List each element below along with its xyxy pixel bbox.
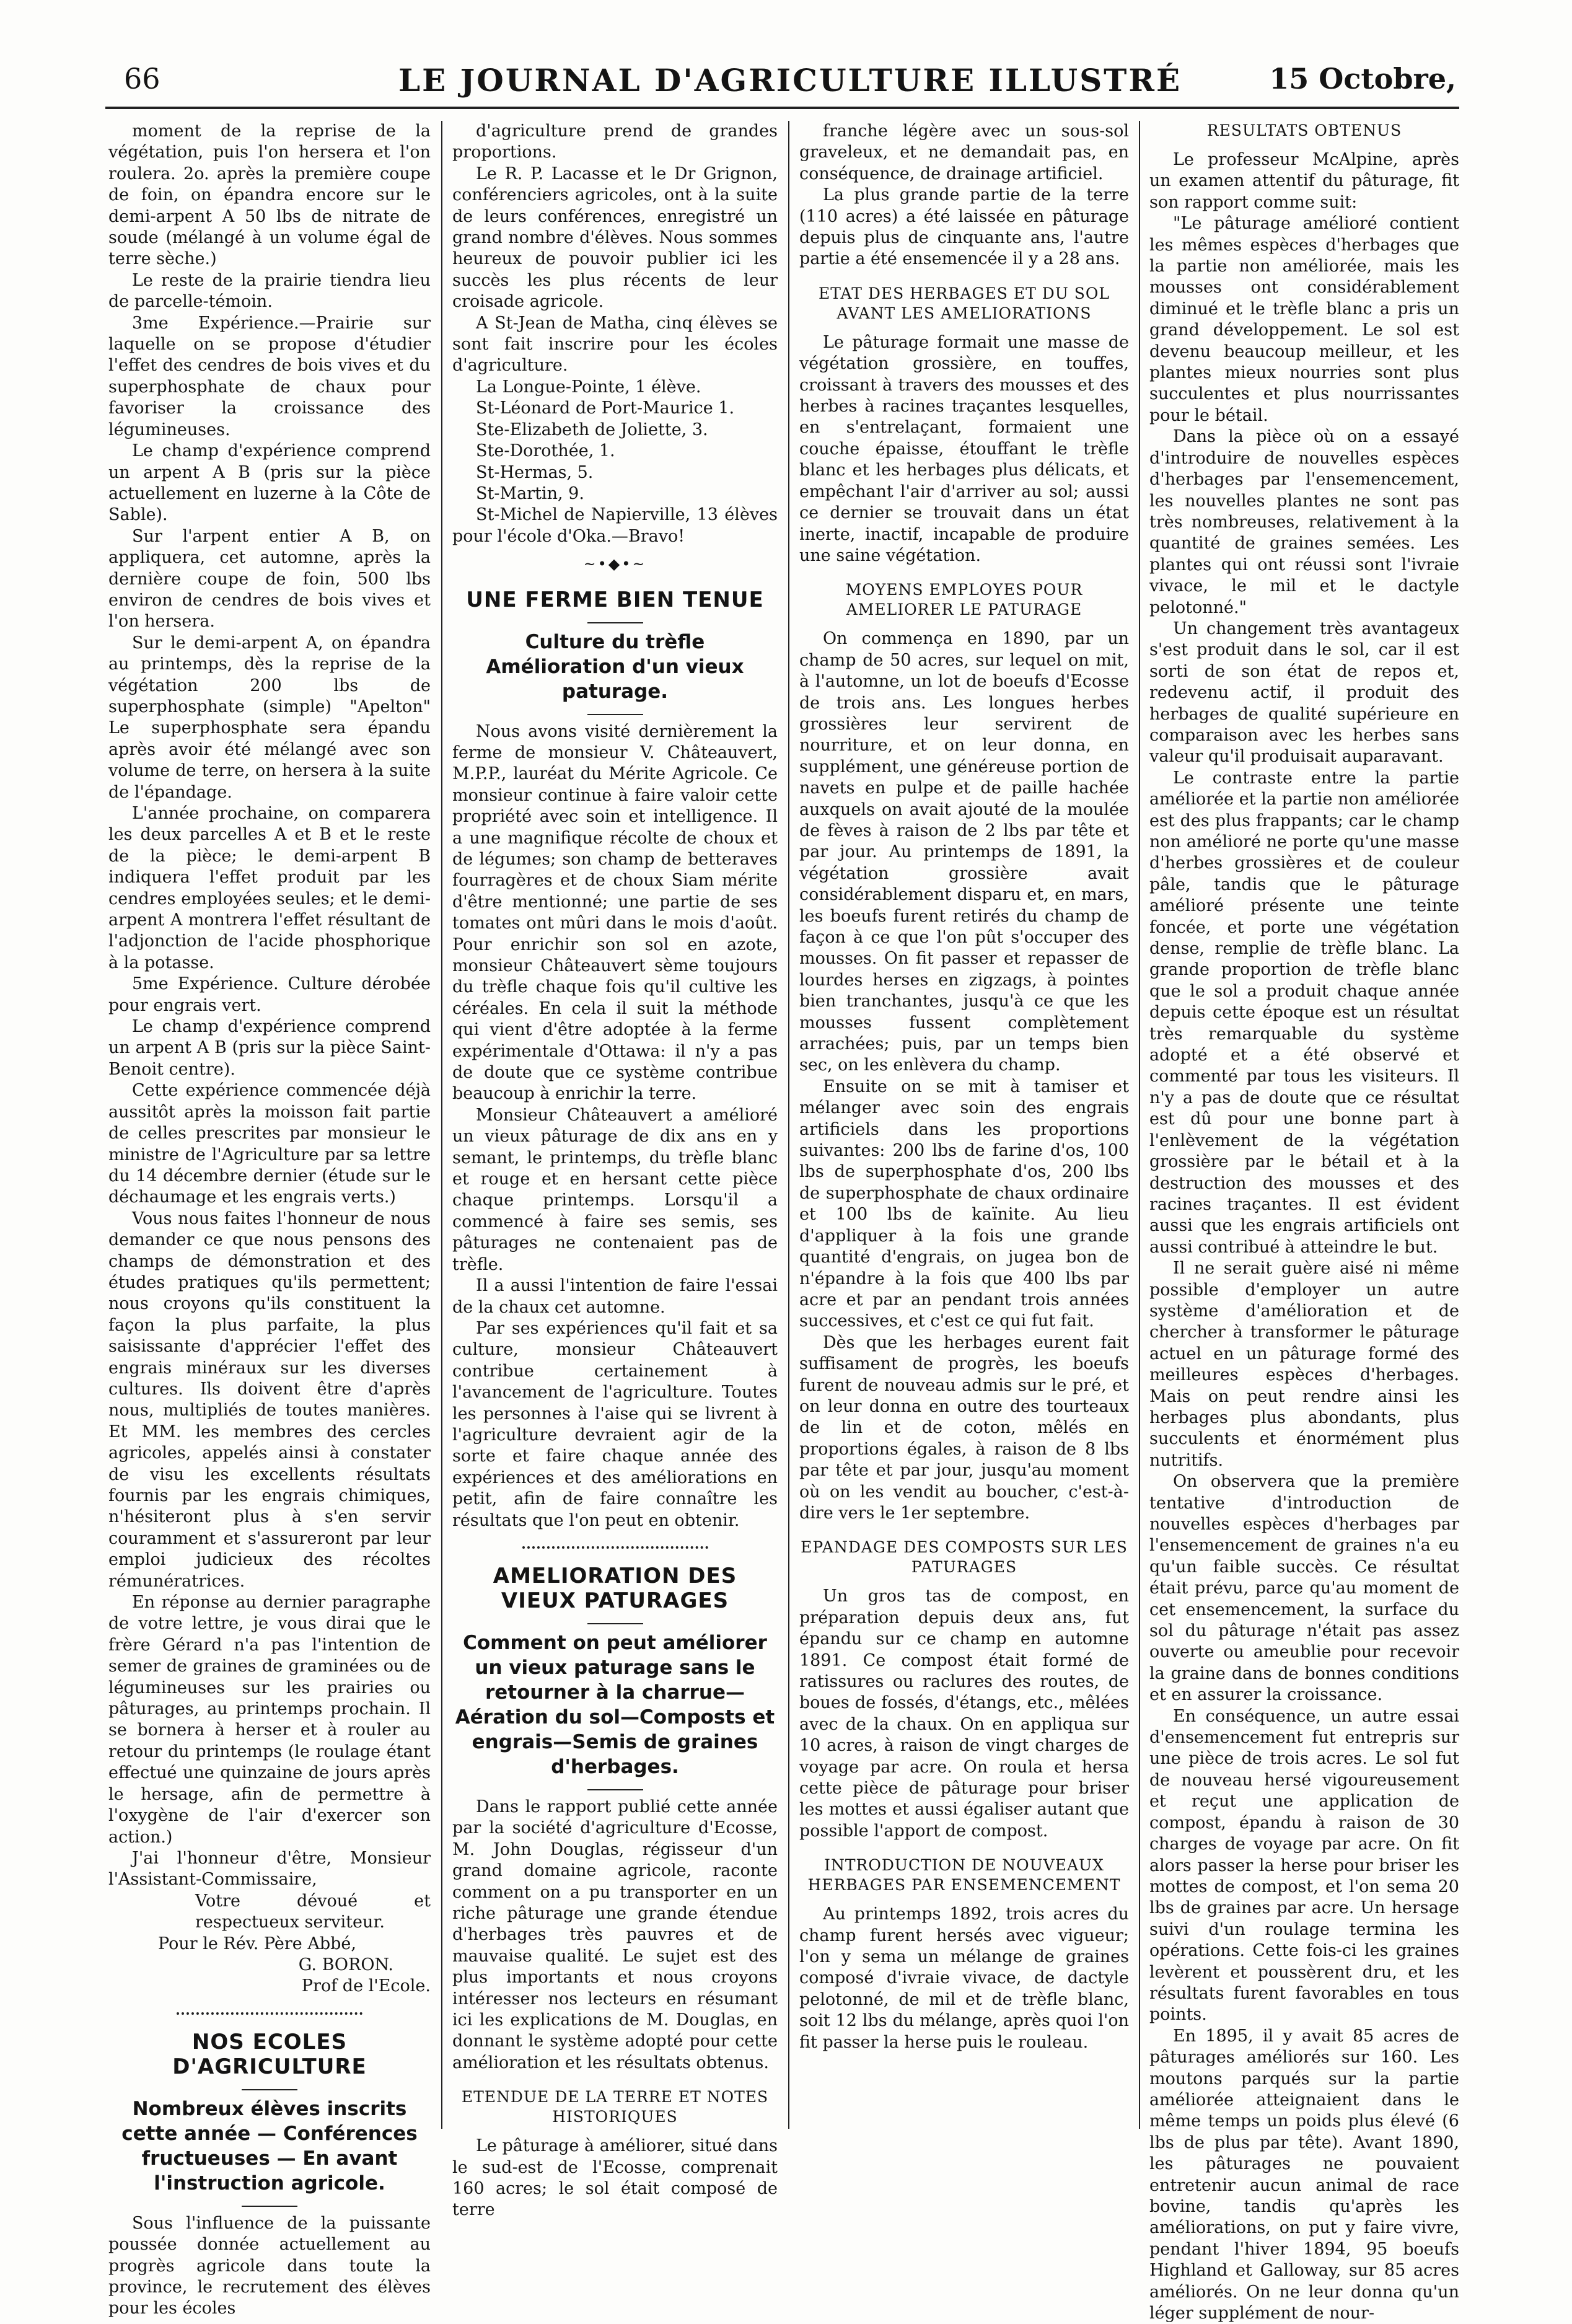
column-4-text xyxy=(1149,149,1459,2324)
paragraph: Sur l'arpent entier A B, on appliquera, cet automne, après la dernière coupe de foin, 500 lbs environ de cendres de bois vives et l'on hersera. xyxy=(108,526,431,632)
paragraph: La plus grande partie de la terre (110 acres) a été laissée en pâturage depuis plus de cinquante ans, l'autre partie a été ensemencée il y a 28 ans. xyxy=(799,185,1129,269)
section-body xyxy=(799,332,1129,566)
school-list xyxy=(452,377,778,504)
section-title: NOS ECOLES D'AGRICULTURE xyxy=(172,2029,367,2079)
section-heading: RESULTATS OBTENUS xyxy=(1206,121,1402,139)
paragraph: Cette expérience commencée déjà aussitôt après la moisson fait partie de celles prescrites par monsieur le ministre de l'Agriculture par sa lettre du 14 décembre dernier (étude sur le déchaumage et les engrais verts.) xyxy=(108,1081,431,1207)
title-rule xyxy=(242,2089,297,2090)
paragraph: Il a aussi l'intention de faire l'essai de la chaux cet automne. xyxy=(452,1276,778,1317)
section-subtitle: Nombreux élèves inscrits cette année — Conférences fructueuses — En avant l'instruction agricole. xyxy=(121,2097,418,2194)
section-heading: EPANDAGE DES COMPOSTS SUR LES PATURAGES xyxy=(801,1538,1128,1577)
paragraph: On commença en 1890, par un champ de 50 acres, sur lequel on mit, à l'automne, un lot de boeufs d'Ecosse de trois ans. Les longues herbes grossières leur servirent de nourriture, et on leur donna, en supplément, une généreuse portion de navets en pulpe et de paille hachée auxquels on avait ajouté de la moulée de fèves à raison de 2 lbs par tête et par jour. Au printemps de 1891, la végétation grossière avait considérablement disparu et, en mars, les boeufs furent retirés du champ de façon à ce que l'on pût s'occuper des mousses. On fit passer et repasser de lourdes herses en zigzags, à pointes bien tranchantes, jusqu'à ce que les mousses fussent complètement arrachées; puis, par un temps bien sec, on les enlèvera du champ. xyxy=(799,629,1129,1075)
paragraph: Il ne serait guère aisé ni même possible d'employer un autre système d'amélioration et de chercher à transformer le pâturage actuel en un pâturage formé des meilleures espèces d'herbages. Mais on peut rendre ainsi les herbages plus abondants, plus succulents et énormément plus nutritifs. xyxy=(1149,1259,1459,1470)
list-item: St-Hermas, 5. xyxy=(476,462,594,482)
paragraph: d'agriculture prend de grandes proportions. xyxy=(452,121,778,162)
paragraph: moment de la reprise de la végétation, puis l'on hersera et l'on roulera. 2o. après la première coupe de foin, on épandra encore sur le demi-arpent A 50 lbs de nitrate de soude (mélangé à un volume égal de terre sèche.) xyxy=(108,121,431,269)
list-item: Ste-Dorothée, 1. xyxy=(476,441,615,461)
paragraph: Le pâturage formait une masse de végétation grossière, en touffes, croissant à travers des mousses et des herbes à racines traçantes lesquelles, en s'entrelaçant, formaient une couche épaisse, étouffant le trèfle blanc et les herbages plus délicats, et empêchant l'air d'arriver au sol; aussi ce dernier se trouvait dans un état inerte, inactif, incapable de produire une saine végétation. xyxy=(799,332,1129,565)
letter-closing: Votre dévoué et respectueux serviteur. xyxy=(195,1891,431,1932)
title-rule xyxy=(587,714,643,715)
paragraph: 3me Expérience.—Prairie sur laquelle on se propose d'étudier l'effet des cendres de bois vives et du superphosphate de chaux pour favoriser la croissance des légumineuses. xyxy=(108,313,431,439)
article-subtitle: Comment on peut améliorer un vieux paturage sans le retourner à la charrue—Aération du sol—Composts et engrais—Semis de graines d'herbages. xyxy=(455,1631,775,1778)
paragraph: A St-Jean de Matha, cinq élèves se sont fait inscrire pour les écoles d'agriculture. xyxy=(452,313,778,376)
article-title: AMELIORATION DES VIEUX PATURAGES xyxy=(493,1563,737,1613)
paragraph: 5me Expérience. Culture dérobée pour engrais vert. xyxy=(108,974,431,1015)
paragraph: Sur le demi-arpent A, on épandra au printemps, dès la reprise de la végétation 200 lbs de superphosphate (simple) "Apelton" Le superphosphate sera épandu après avoir été mélangé avec son volume de terre, on hersera à la suite de l'épandage. xyxy=(108,633,431,802)
list-item: La Longue-Pointe, 1 élève. xyxy=(476,377,701,397)
section-heading: INTRODUCTION DE NOUVEAUX HERBAGES PAR ENSEMENCEMENT xyxy=(807,1856,1121,1895)
column-divider xyxy=(441,121,442,2129)
section-heading: ETENDUE DE LA TERRE ET NOTES HISTORIQUES xyxy=(461,2088,769,2126)
header-rule xyxy=(105,107,1459,109)
section-body xyxy=(452,2136,778,2221)
paragraph: En conséquence, un autre essai d'ensemencement fut entrepris sur une pièce de trois acres. Le sol fut de nouveau hersé vigoureusement et reçut une application de compost, épandu à raison de 30 charges de voyage par acre. On fit alors passer la herse pour briser les mottes de compost, et l'on sema 20 lbs de graines par acre. Un hersage suivi d'un roulage termina les opérations. Cette fois-ci les graines levèrent et poussèrent dru, et les résultats furent favorables en tous points. xyxy=(1149,1706,1459,2025)
page-number: 66 xyxy=(124,62,160,95)
column-3 xyxy=(799,121,1129,2129)
issue-date: 15 Octobre, xyxy=(1269,62,1456,95)
article-body xyxy=(452,721,778,1531)
paragraph: Par ses expériences qu'il fait et sa culture, monsieur Châteauvert contribue certainement à l'avancement de l'agriculture. Toutes les personnes à l'aise qui se livrent à l'agriculture devraient agir de la sorte et faire chaque année des expériences et des améliorations en petit, afin de faire connaître les résultats que l'on peut en obtenir. xyxy=(452,1318,778,1530)
paragraph: Le champ d'expérience comprend un arpent A B (pris sur la pièce actuellement en luzerne à la Côte de Sable). xyxy=(108,441,431,525)
journal-title: LE JOURNAL D'AGRICULTURE ILLUSTRÉ xyxy=(398,62,1182,99)
section-separator xyxy=(177,2012,362,2015)
paragraph: Le reste de la prairie tiendra lieu de parcelle-témoin. xyxy=(108,270,431,312)
paragraph: Vous nous faites l'honneur de nous demander ce que nous pensons des champs de démonstration et des études pratiques qu'ils permettent; nous croyons qu'ils constituent la façon la plus parfaite, la plus saisissante d'apprécier l'effet des engrais minéraux sur les diverses cultures. Ils doivent être d'après nous, multipliés de toutes manières. Et MM. les membres des cercles agricoles, appelés ainsi à constater de visu les excellents résultats fournis par les engrais chimiques, n'hésiteront plus à s'en servir couramment et s'assureront par leur emploi judicieux des récoltes rémunératrices. xyxy=(108,1208,431,1591)
column-2 xyxy=(452,121,778,2220)
paragraph: Le professeur McAlpine, après un examen attentif du pâturage, fit son rapport comme suit: xyxy=(1149,150,1459,212)
paragraph: Dès que les herbages eurent fait suffisament de progrès, les boeufs furent de nouveau admis sur le pré, et on leur donna en outre des tourteaux de lin et de coton, mêlés en proportions égales, à raison de 8 lbs par tête et par jour, jusqu'au moment où on les vendit au boucher, c'est-à-dire vers le 1er septembre. xyxy=(799,1332,1129,1523)
school-list-last: St-Michel de Napierville, 13 élèves pour l'école d'Oka.—Bravo! xyxy=(452,505,778,546)
section-body xyxy=(799,1904,1129,2053)
paragraph: franche légère avec un sous-sol graveleux, et ne demandait pas, en conséquence, de drainage artificiel. xyxy=(799,121,1129,183)
section-heading: MOYENS EMPLOYES POUR AMELIORER LE PATURAGE xyxy=(845,581,1083,619)
letter-for-line: Pour le Rév. Père Abbé, xyxy=(158,1934,356,1953)
list-item: Ste-Elizabeth de Joliette, 3. xyxy=(476,420,708,439)
title-rule xyxy=(587,622,643,623)
section-paragraph: Sous l'influence de la puissante poussée donnée actuellement au progrès agricole dans toute la province, le recrutement des élèves pour les écoles xyxy=(108,2213,431,2318)
paragraph: Un gros tas de compost, en préparation depuis deux ans, fut épandu sur ce champ en automne 1891. Ce compost était formé de ratissures ou raclures des routes, de boues de fossés, d'étangs, etc., mêlées avec de la chaux. On en appliqua sur 10 acres, à raison de vingt charges de voyage par acre. On roula et hersa cette pièce de pâturage pour briser les mottes et aussi égaliser autant que possible l'apport de compost. xyxy=(799,1587,1129,1841)
paragraph: On observera que la première tentative d'introduction de nouvelles espèces d'herbages par l'ensemencement de graines n'a eu qu'un faible succès. Ce résultat était prévu, parce qu'au moment de cet ensemencement, la surface du sol du pâturage n'était pas assez ouverte ou ameublie pour recevoir la graine dans de bonnes conditions et en assurer la croissance. xyxy=(1149,1472,1459,1705)
paragraph: En 1895, il y avait 85 acres de pâturages améliorés sur 160. Les moutons parqués sur la partie améliorée atteignaient dans le même temps un poids plus élevé (6 lbs de plus par tête). Avant 1890, les pâturages ne pouvaient entretenir aucun animal de race bovine, tandis qu'après les améliorations, on put y faire vivre, pendant l'hiver 1894, 95 boeufs Highland et Galloway, sur 85 acres améliorés. On ne leur donna qu'un léger supplément de nour- xyxy=(1149,2026,1459,2323)
paragraph: Dans la pièce où on a essayé d'introduire de nouvelles espèces d'herbages par l'ensemencement, les nouvelles plantes ne sont pas très nombreuses, relativement à la quantité de graines semées. Les plantes qui ont réussi sont l'ivraie vivace, le mil et le dactyle pelotonné." xyxy=(1149,427,1459,617)
letter-signer: G. BORON. xyxy=(298,1955,393,1974)
section-body xyxy=(799,1586,1129,1842)
paragraph: Monsieur Châteauvert a amélioré un vieux pâturage de dix ans en y semant, le printemps, du trèfle blanc et rouge et en hersant cette pièce chaque printemps. Lorsqu'il a commencé à faire ses semis, ses pâturages ne contenaient pas de trèfle. xyxy=(452,1105,778,1274)
paragraph: J'ai l'honneur d'être, Monsieur l'Assistant-Commissaire, xyxy=(108,1848,431,1890)
paragraph: Ensuite on se mit à tamiser et mélanger avec soin des engrais artificiels dans les proportions suivantes: 200 lbs de farine d'os, 100 lbs de superphosphate d'os, 200 lbs de superphosphate de chaux ordinaire et 100 lbs de kaïnite. Au lieu d'appliquer à la fois une grande quantité d'engrais, on jugea bon de n'épandre à la fois que 400 lbs par acre et par an pendant trois années successives, et c'est ce qui fut fait. xyxy=(799,1076,1129,1331)
paragraph: Au printemps 1892, trois acres du champ furent hersés avec vigueur; l'on y sema un mélange de graines composé d'ivraie vivace, de dactyle pelotonné, de mil et de trèfle blanc, soit 12 lbs du mélange, après quoi l'on fit passer la herse puis le rouleau. xyxy=(799,1904,1129,2052)
column-2-text xyxy=(452,121,778,377)
list-item: St-Martin, 9. xyxy=(476,483,584,503)
article-subtitle: Culture du trèfle Amélioration d'un vieux paturage. xyxy=(486,630,744,703)
page-header xyxy=(124,62,1456,99)
letter-signer-title: Prof de l'Ecole. xyxy=(301,1976,431,1996)
article-body xyxy=(452,1797,778,2074)
column-divider xyxy=(788,121,789,2129)
title-rule xyxy=(587,1789,643,1790)
section-body xyxy=(799,628,1129,1524)
paragraph: Le champ d'expérience comprend un arpent A B (pris sur la pièce Saint-Benoit centre). xyxy=(108,1017,431,1079)
paragraph: Le pâturage à améliorer, situé dans le sud-est de l'Ecosse, comprenait 160 acres; le sol était composé de terre xyxy=(452,2136,778,2220)
paragraph: Le contraste entre la partie améliorée et la partie non améliorée est des plus frappants; car le champ non amélioré ne porte qu'une masse d'herbes grossières et de couleur pâle, tandis que le pâturage amélioré présente une teinte foncée, et porte une végétation dense, remplie de trèfle blanc. La grande proportion de trèfle blanc que le sol a produit chaque année depuis cette époque est un résultat très remarquable du système adopté et a été observé et commenté par tous les visiteurs. Il n'y a pas de doute que ce résultat est dû pour une bonne part à l'enlèvement de la végétation grossière par le bétail et à la destruction des mousses et des racines traçantes. Il est évident aussi que les engrais artificiels ont aussi contribué à atteindre le but. xyxy=(1149,768,1459,1257)
title-rule xyxy=(587,1623,643,1624)
paragraph: L'année prochaine, on comparera les deux parcelles A et B et le reste de la pièce; le demi-arpent B indiquera l'effet produit par les cendres employées seules; et le demi-arpent A montrera l'effet résultant de l'adjonction de l'acide phosphorique à la potasse. xyxy=(108,804,431,972)
column-divider xyxy=(1139,121,1140,2129)
paragraph: Un changement très avantageux s'est produit dans le sol, car il est sorti de son état de repos et, redevenu actif, il produit des herbages de qualité supérieure en comparaison avec les herbes sans valeur qu'il produisait auparavant. xyxy=(1149,618,1459,767)
paragraph: "Le pâturage amélioré contient les mêmes espèces d'herbages que la partie non améliorée, mais les mousses ont considérablement diminué et le trèfle blanc a pris un grand développement. Le sol est devenu beaucoup meilleur, et les plantes mieux nourries sont plus succulentes et plus nourrissantes pour le bétail. xyxy=(1149,214,1459,425)
column-3-text xyxy=(799,121,1129,270)
list-item: St-Léonard de Port-Maurice 1. xyxy=(476,398,735,418)
paragraph: Le R. P. Lacasse et le Dr Grignon, conférenciers agricoles, ont à la suite de leurs conférences, enregistré un grand nombre d'élèves. Nous sommes heureux de pouvoir publier ici les succès les plus récents de leur croisade agricole. xyxy=(452,164,778,312)
column-1-text xyxy=(108,121,431,1891)
column-1 xyxy=(108,121,431,2318)
article-title: UNE FERME BIEN TENUE xyxy=(466,587,764,612)
paragraph: Dans le rapport publié cette année par la société d'agriculture d'Ecosse, M. John Douglas, régisseur d'un grand domaine agricole, raconte comment on a pu transporter en un riche pâturage une grande étendue d'herbages très pauvres et de mauvaise qualité. Le sujet est des plus importants et nous croyons intéresser nos lecteurs en résumant ici les explications de M. Douglas, en donnant le système adopté pour cette amélioration et les résultats obtenus. xyxy=(452,1797,778,2072)
ornament-divider: ~•◆•~ xyxy=(583,555,647,573)
section-heading: ETAT DES HERBAGES ET DU SOL AVANT LES AMELIORATIONS xyxy=(819,284,1110,322)
column-4 xyxy=(1149,121,1459,2323)
title-rule xyxy=(242,2206,297,2207)
paragraph: En réponse au dernier paragraphe de votre lettre, je vous dirai que le frère Gérard n'a pas l'intention de semer de graines de graminées ou de légumineuses sur les prairies ou pâturages, au printemps prochain. Il se bornera à herser et à rouler au retour du printemps (le roulage étant effectué une quinzaine de jours après le hersage, afin de permettre à l'oxygène de l'air d'exercer son action.) xyxy=(108,1593,431,1847)
section-separator xyxy=(522,1546,708,1549)
paragraph: Nous avons visité dernièrement la ferme de monsieur V. Châteauvert, M.P.P., lauréat du Mérite Agricole. Ce monsieur continue à faire valoir cette propriété avec soin et intelligence. Il a une magnifique récolte de choux et de légumes; son champ de betteraves fourragères et de choux Siam mérite d'être mentionné; une partie de ses tomates ont mûri dans le mois d'août. Pour enrichir son sol en azote, monsieur Châteauvert sème toujours du trèfle chaque fois qu'il cultive les céréales. En cela il suit la méthode qui vient d'être adoptée à la ferme expérimentale d'Ottawa: il n'y a pas de doute que ce système contribue beaucoup à enrichir la terre. xyxy=(452,721,778,1104)
